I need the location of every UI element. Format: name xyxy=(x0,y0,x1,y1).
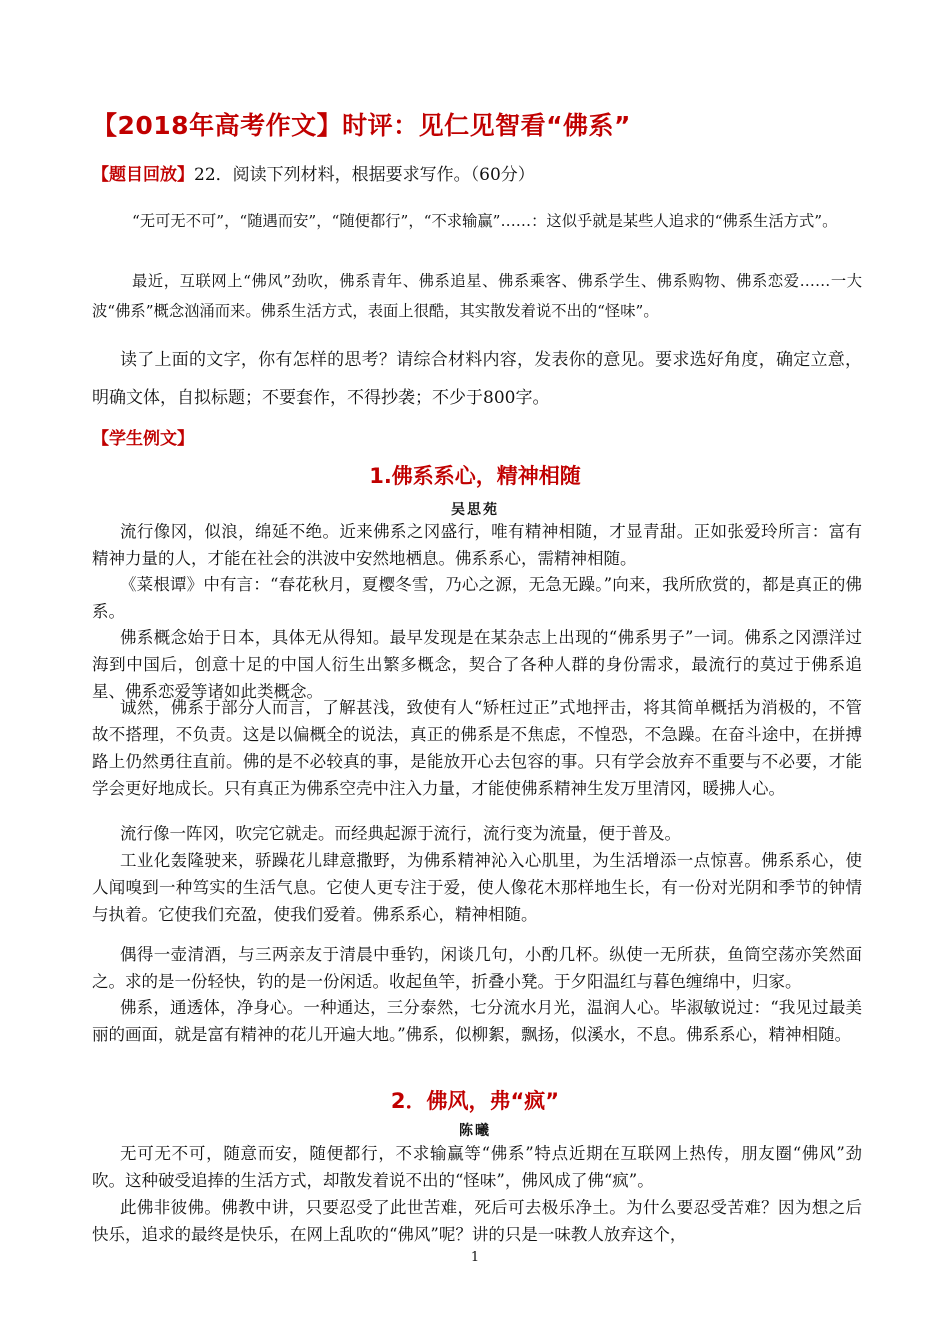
material-paragraph-1: “无可无不可”，“随遇而安”，“随便都行”，“不求输赢”……：这似乎就是某些人追求的“佛系生活方式”。 xyxy=(132,212,838,230)
prompt-label: 【题目回放】 xyxy=(92,165,194,185)
essay-1-paragraph-1: 流行像冈，似浪，绵延不绝。近来佛系之冈盛行，唯有精神相随，才显青甜。正如张爱玲所言：富有精神力量的人，才能在社会的洪波中安然地栖息。佛系系心，需精神相随。 xyxy=(92,522,862,568)
essay-1-paragraph-4: 诚然，佛系于部分人而言，了解甚浅，致使有人“矫枉过正”式地抨击，将其简单概括为消极的，不管故不搭理，不负责。这是以偏概全的说法，真正的佛系是不焦虑，不惶恐，不急躁。在奋斗途中，在拼搏路上仍然勇往直前。佛的是不必较真的事，是能放开心去包容的事。只有学会放弃不重要与不必要，才能学会更好地成长。只有真正为佛系空壳中注入力量，才能使佛系精神生发万里清冈，暖拂人心。 xyxy=(92,698,862,798)
essay-2-title: 2．佛风，弗“疯” xyxy=(390,1089,560,1113)
essay-1-paragraph-2: 《菜根谭》中有言：“春花秋月，夏樱冬雪，乃心之源，无急无躁。”向来，我所欣赏的，都是真正的佛系。 xyxy=(92,575,862,621)
essay-1-paragraph-8: 佛系，通透体，净身心。一种通达，三分泰然，七分流水月光，温润人心。毕淑敏说过：“我见过最美丽的画面，就是富有精神的花儿开遍大地。”佛系，似柳絮，飘扬，似溪水，不息。佛系系心，精神相随。 xyxy=(92,998,862,1044)
essay-1-paragraph-6: 工业化轰隆驶来，骄躁花儿肆意撒野，为佛系精神沁入心肌里，为生活增添一点惊喜。佛系系心，使人闻嗅到一种笃实的生活气息。它使人更专注于爱，使人像花木那样地生长，有一份对光阴和季节的钟情与执着。它使我们充盈，使我们爱着。佛系系心，精神相随。 xyxy=(92,851,862,924)
essay-1-paragraph-3: 佛系概念始于日本，具体无从得知。最早发现是在某杂志上出现的“佛系男子”一词。佛系之冈漂洋过海到中国后，创意十足的中国人衍生出繁多概念，契合了各种人群的身份需求，最流行的莫过于佛系追星、佛系恋爱等诸如此类概念。 xyxy=(92,628,862,701)
writing-requirement: 读了上面的文字，你有怎样的思考？请综合材料内容，发表你的意见。要求选好角度，确定立意，明确文体，自拟标题；不要套作，不得抄袭；不少于800字。 xyxy=(92,350,862,408)
essay-1-title: 1.佛系系心，精神相随 xyxy=(369,464,581,488)
essay-1-author: 吴思苑 xyxy=(451,502,499,518)
essay-1-paragraph-5: 流行像一阵冈，吹完它就走。而经典起源于流行，流行变为流量，便于普及。 xyxy=(120,824,681,843)
document-title: 【2018年高考作文】时评：见仁见智看“佛系” xyxy=(92,111,631,140)
prompt-text: 22．阅读下列材料，根据要求写作。（60分） xyxy=(194,165,535,185)
essay-2-paragraph-2: 此佛非彼佛。佛教中讲，只要忍受了此世苦难，死后可去极乐净土。为什么要忍受苦难？因为想之后快乐，追求的最终是快乐，在网上乱吹的“佛风”呢？讲的只是一味教人放弃这个， xyxy=(92,1198,862,1244)
examples-label: 【学生例文】 xyxy=(92,429,194,449)
essay-1-paragraph-7: 偶得一壶清酒，与三两亲友于清晨中垂钓，闲谈几句，小酌几杯。纵使一无所获，鱼筒空荡亦笑然面之。求的是一份轻快，钓的是一份闲适。收起鱼竿，折叠小凳。于夕阳温红与暮色缠绵中，归家。 xyxy=(92,945,862,991)
essay-2-author: 陈曦 xyxy=(459,1123,491,1139)
essay-2-paragraph-1: 无可无不可，随意而安，随便都行，不求输赢等“佛系”特点近期在互联网上热传，朋友圈“佛风”劲吹。这种破受追捧的生活方式，却散发着说不出的“怪味”，佛风成了佛“疯”。 xyxy=(92,1144,862,1190)
page-number: 1 xyxy=(470,1250,480,1265)
prompt-line xyxy=(92,160,535,185)
material-paragraph-2: 最近，互联网上“佛风”劲吹，佛系青年、佛系追星、佛系乘客、佛系学生、佛系购物、佛系恋爱……一大波“佛系”概念汹涌而来。佛系生活方式，表面上很酷，其实散发着说不出的“怪味”。 xyxy=(92,272,862,320)
